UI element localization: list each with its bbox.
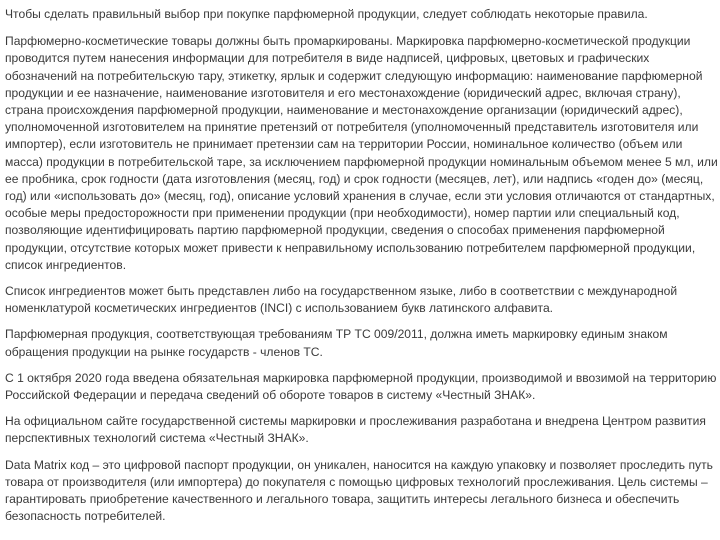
mandatory-marking-paragraph: С 1 октября 2020 года введена обязательная маркировка парфюмерной продукции, производимой и ввозимой на территорию Российской Федерации и передача сведений об обороте товаров в систему «Честный ЗНАК». bbox=[5, 370, 717, 403]
data-matrix-paragraph: Data Matrix код – это цифровой паспорт продукции, он уникален, наносится на каждую упаковку и позволяет проследить путь товара от производителя (или импортера) до покупателя с помощью цифровых технологий прослеживания. Цель системы – гарантировать приобретение качественного и легального товара, защитить интересы легального бизнеса и обеспечить безопасность потребителей. bbox=[5, 457, 713, 524]
conformity-mark-paragraph: Парфюмерная продукция, соответствующая требованиям ТР ТС 009/2011, должна иметь маркировку единым знаком обращения продукции на рынке государств - членов ТС. bbox=[5, 327, 668, 359]
official-system-paragraph: На официальном сайте государственной системы маркировки и прослеживания разработана и внедрена Центром развития перспективных технологий система «Честный ЗНАК». bbox=[5, 414, 706, 446]
ingredients-list-paragraph: Список ингредиентов может быть представлен либо на государственном языке, либо в соответствии с международной номенклатурой косметических ингредиентов (INCI) с использованием букв латинского алфавита. bbox=[5, 284, 678, 316]
article-body bbox=[5, 6, 720, 534]
labeling-requirements-paragraph: Парфюмерно-косметические товары должны быть промаркированы. Маркировка парфюмерно-косметической продукции проводится путем нанесения информации для потребителя в виде надписей, цифровых, цветовых и графических обозначений на потребительскую тару, этикетку, ярлык и содержит следующую информацию: наименование парфюмерной продукции и ее назначение, наименование изготовителя и его местонахождение (юридический адрес, включая страну), страна происхождения парфюмерной продукции, наименование и местонахождение организации (юридический адрес), уполномоченной изготовителем на принятие претензий от потребителя (уполномоченный представитель изготовителя или импортер), если изготовитель не принимает претензии сам на территории России, номинальное количество (объем или масса) продукции в потребительской таре, за исключением парфюмерной продукции номинальным объемом менее 5 мл, или ее пробника, срок годности (дата изготовления (месяц, год) и срок годности (месяцев, лет), или надпись «годен до» (месяц, год) или «использовать до» (месяц, год), описание условий хранения в случае, если эти условия отличаются от стандартных, особые меры предосторожности при применении продукции (при необходимости), номер партии или специальный код, позволяющие идентифицировать партию парфюмерной продукции, сведения о способах применения парфюмерной продукции, отсутствие которых может привести к неправильному использованию потребителем парфюмерной продукции, список ингредиентов. bbox=[5, 34, 718, 272]
intro-paragraph: Чтобы сделать правильный выбор при покупке парфюмерной продукции, следует соблюдать некоторые правила. bbox=[5, 7, 648, 21]
